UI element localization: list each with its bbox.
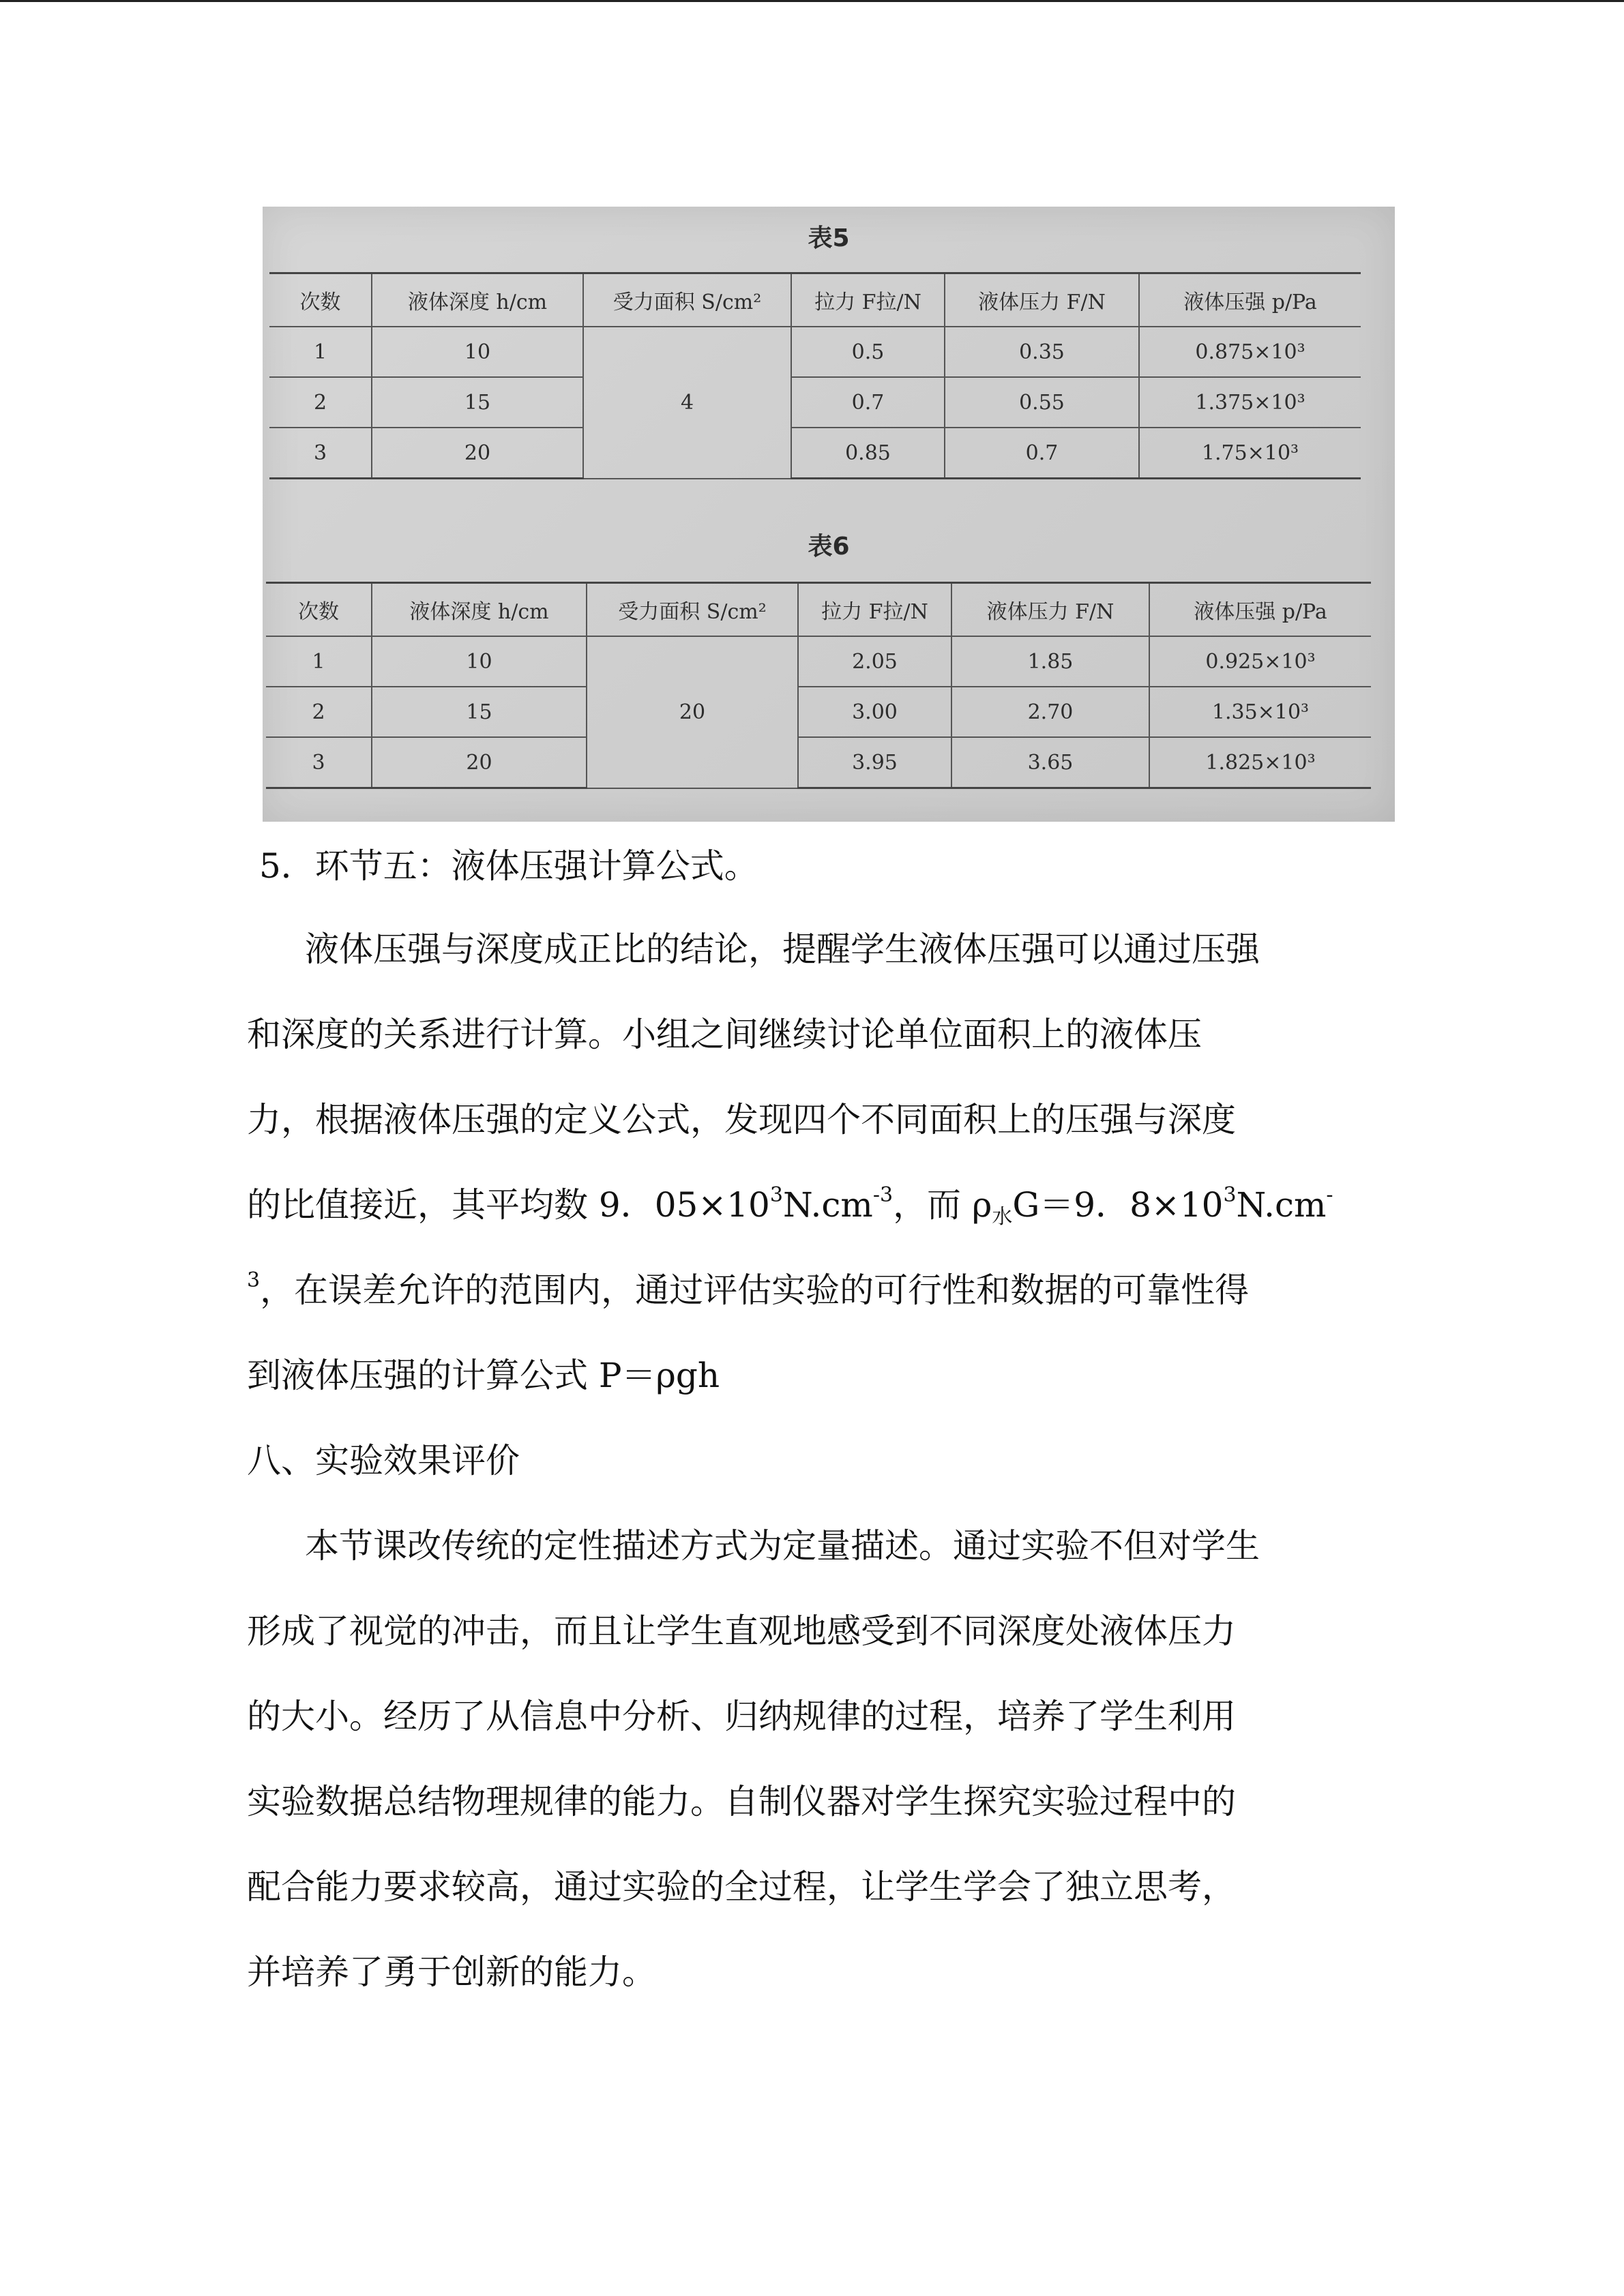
pull-force-cell: 3.00: [798, 687, 951, 737]
text-run: G＝9．8×10: [1012, 1185, 1224, 1225]
area-cell: 4: [583, 327, 791, 479]
table5-header-row: [269, 273, 1361, 327]
pull-force-cell: 0.5: [791, 327, 945, 377]
pull-force-cell: 3.95: [798, 737, 951, 788]
pull-force-cell: 2.05: [798, 636, 951, 687]
pressure-cell: 1.375×10³: [1139, 377, 1361, 428]
exponent: 3: [247, 1268, 261, 1292]
liquid-force-cell: 0.35: [945, 327, 1139, 377]
trial-number-cell: 1: [269, 327, 372, 377]
exponent: -: [1326, 1183, 1333, 1207]
trial-number-cell: 3: [269, 428, 372, 479]
pressure-cell: 1.35×10³: [1149, 687, 1371, 737]
table5-header-cell: 液体压强 p/Pa: [1139, 273, 1361, 327]
tables-photo: [263, 207, 1395, 822]
depth-cell: 20: [372, 737, 587, 788]
table5-header-cell: 拉力 F拉/N: [791, 273, 945, 327]
liquid-force-cell: 0.7: [945, 428, 1139, 479]
depth-cell: 15: [372, 687, 587, 737]
section5-heading: 5．环节五：液体压强计算公式。: [259, 846, 758, 886]
pressure-cell: 1.75×10³: [1139, 428, 1361, 479]
table5: [269, 272, 1361, 479]
depth-cell: 20: [372, 428, 583, 479]
area-cell: 20: [587, 636, 798, 788]
table6-header-cell: 拉力 F拉/N: [798, 583, 951, 637]
table6-header-row: [266, 583, 1371, 637]
table6-caption: 表6: [808, 533, 850, 561]
trial-number-cell: 2: [269, 377, 372, 428]
table6-header-cell: 次数: [266, 583, 372, 637]
pull-force-cell: 0.7: [791, 377, 945, 428]
paragraph-line: 本节课改传统的定性描述方式为定量描述。通过实验不但对学生: [305, 1526, 1260, 1566]
table6-header-cell: 液体深度 h/cm: [372, 583, 587, 637]
depth-cell: 10: [372, 636, 587, 687]
table5-caption: 表5: [808, 224, 850, 252]
table-row: [266, 737, 1371, 788]
table6: [266, 582, 1371, 789]
pressure-cell: 0.875×10³: [1139, 327, 1361, 377]
text-run: N.cm: [782, 1185, 873, 1225]
text-run: 的比值接近，其平均数 9．05×10: [247, 1185, 770, 1225]
text-run: ，在误差允许的范围内，通过评估实验的可行性和数据的可靠性得: [260, 1270, 1250, 1310]
trial-number-cell: 1: [266, 636, 372, 687]
text-run: N.cm: [1236, 1185, 1327, 1225]
top-border: [0, 0, 1624, 2]
paragraph-line: 实验数据总结物理规律的能力。自制仪器对学生探究实验过程中的: [247, 1782, 1236, 1821]
table-row: [269, 428, 1361, 479]
paragraph-line: 到液体压强的计算公式 P＝ρgh: [247, 1356, 720, 1395]
table-row: [266, 636, 1371, 687]
pressure-cell: 1.825×10³: [1149, 737, 1371, 788]
depth-cell: 15: [372, 377, 583, 428]
table-row: [269, 327, 1361, 377]
paragraph-line: 和深度的关系进行计算。小组之间继续讨论单位面积上的液体压: [247, 1015, 1202, 1054]
depth-cell: 10: [372, 327, 583, 377]
table6-header-cell: 液体压力 F/N: [951, 583, 1149, 637]
table5-header-cell: 受力面积 S/cm²: [583, 273, 791, 327]
paragraph-line-formula: [247, 1183, 1333, 1229]
exponent: 3: [1223, 1183, 1237, 1207]
table5-header-cell: 液体深度 h/cm: [372, 273, 583, 327]
table6-header-cell: 液体压强 p/Pa: [1149, 583, 1371, 637]
paragraph-line: 的大小。经历了从信息中分析、归纳规律的过程，培养了学生利用: [247, 1697, 1236, 1736]
paragraph-line: 并培养了勇于创新的能力。: [247, 1952, 656, 1992]
paragraph-line: 液体压强与深度成正比的结论，提醒学生液体压强可以通过压强: [305, 929, 1260, 969]
subscript: 水: [992, 1205, 1013, 1229]
paragraph-line: 力，根据液体压强的定义公式，发现四个不同面积上的压强与深度: [247, 1100, 1236, 1139]
pressure-cell: 0.925×10³: [1149, 636, 1371, 687]
liquid-force-cell: 2.70: [951, 687, 1149, 737]
paragraph-line-formula: [247, 1270, 1249, 1311]
table-row: [269, 377, 1361, 428]
section8-heading: 八、实验效果评价: [247, 1441, 520, 1480]
paragraph-line: 形成了视觉的冲击，而且让学生直观地感受到不同深度处液体压力: [247, 1611, 1236, 1651]
liquid-force-cell: 3.65: [951, 737, 1149, 788]
trial-number-cell: 2: [266, 687, 372, 737]
paragraph-line: 配合能力要求较高，通过实验的全过程，让学生学会了独立思考，: [247, 1867, 1236, 1907]
table5-header-cell: 次数: [269, 273, 372, 327]
table5-header-cell: 液体压力 F/N: [945, 273, 1139, 327]
table6-header-cell: 受力面积 S/cm²: [587, 583, 798, 637]
pull-force-cell: 0.85: [791, 428, 945, 479]
exponent: 3: [769, 1183, 783, 1207]
trial-number-cell: 3: [266, 737, 372, 788]
liquid-force-cell: 0.55: [945, 377, 1139, 428]
liquid-force-cell: 1.85: [951, 636, 1149, 687]
text-run: ，而 ρ: [893, 1185, 992, 1225]
table-row: [266, 687, 1371, 737]
exponent: -3: [872, 1183, 894, 1207]
